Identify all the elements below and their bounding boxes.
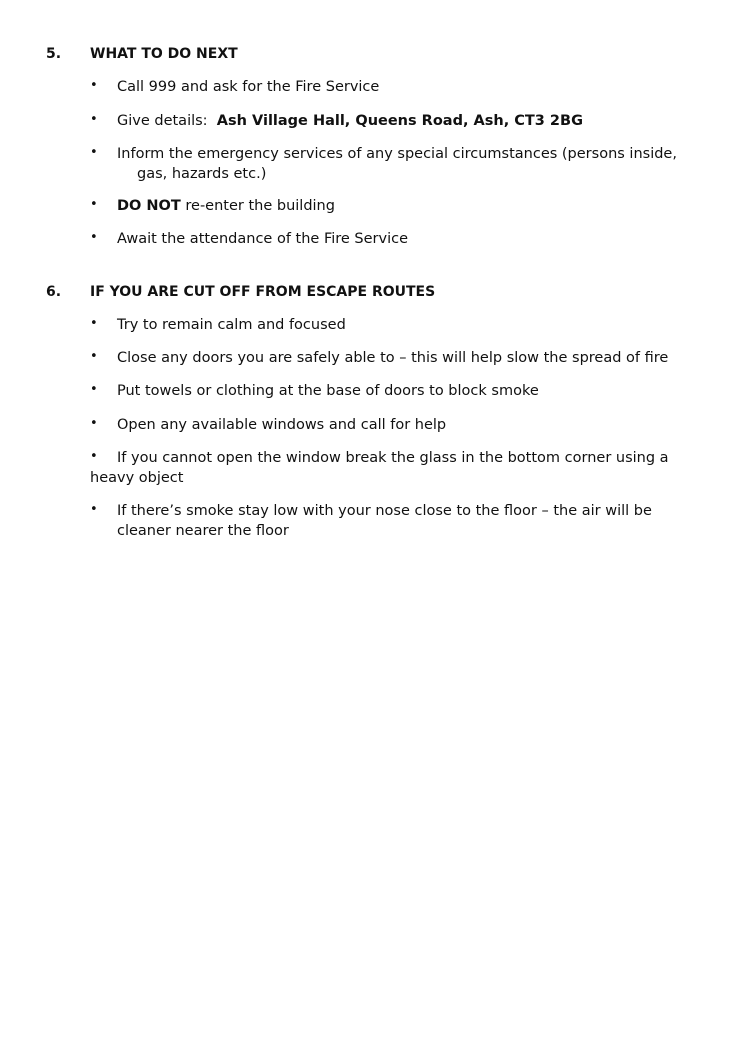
bullet-icon: • [90,230,98,245]
warning-text: re-enter the building [180,198,335,214]
list-item [90,144,680,184]
bullet-icon: • [90,349,98,364]
bullet-icon: • [90,316,98,331]
list-item [90,77,690,97]
list-item-text [90,196,690,216]
bullet-icon: • [90,145,98,160]
section-number: 6. [46,284,62,300]
list-item-text: Open any available windows and call for help [117,417,447,433]
bullet-icon: • [90,449,98,464]
list-item-text: Await the attendance of the Fire Service [117,231,409,247]
bullet-icon: • [90,197,98,212]
list-item [90,196,690,216]
list-item-text: Inform the emergency services of any special circumstances (persons inside, gas, hazards etc.) [117,146,677,182]
list-item [90,448,690,488]
list-item [90,348,690,368]
list-item-text: Put towels or clothing at the base of doors to block smoke [117,383,539,399]
bullet-icon: • [90,416,98,431]
section-heading-6 [46,282,435,302]
list-item-text: If you cannot open the window break the glass in the bottom corner using a heavy object [90,450,669,486]
list-item [90,229,690,249]
venue-address: Ash Village Hall, Queens Road, Ash, CT3 2BG [216,113,583,129]
list-item [90,111,690,131]
list-item-text: If there’s smoke stay low with your nose close to the floor – the air will be cleaner nearer the floor [117,503,652,539]
section-heading-5 [46,44,238,64]
list-item [90,381,690,401]
bullet-icon: • [90,112,98,127]
bullet-icon: • [90,382,98,397]
section-title: WHAT TO DO NEXT [90,46,238,62]
list-item [90,315,690,335]
section-title: IF YOU ARE CUT OFF FROM ESCAPE ROUTES [90,284,436,300]
list-item-text: Try to remain calm and focused [117,317,346,333]
list-item-text: Close any doors you are safely able to – this will help slow the spread of fire [117,350,669,366]
list-item-text [90,111,690,131]
bullet-icon: • [90,78,98,93]
section-number: 5. [46,46,62,62]
bullet-icon: • [90,502,98,517]
warning-emphasis: DO NOT [117,198,181,214]
list-item-text: Call 999 and ask for the Fire Service [117,79,380,95]
list-item [90,415,690,435]
details-label: Give details: [117,113,217,129]
list-item [90,501,690,541]
